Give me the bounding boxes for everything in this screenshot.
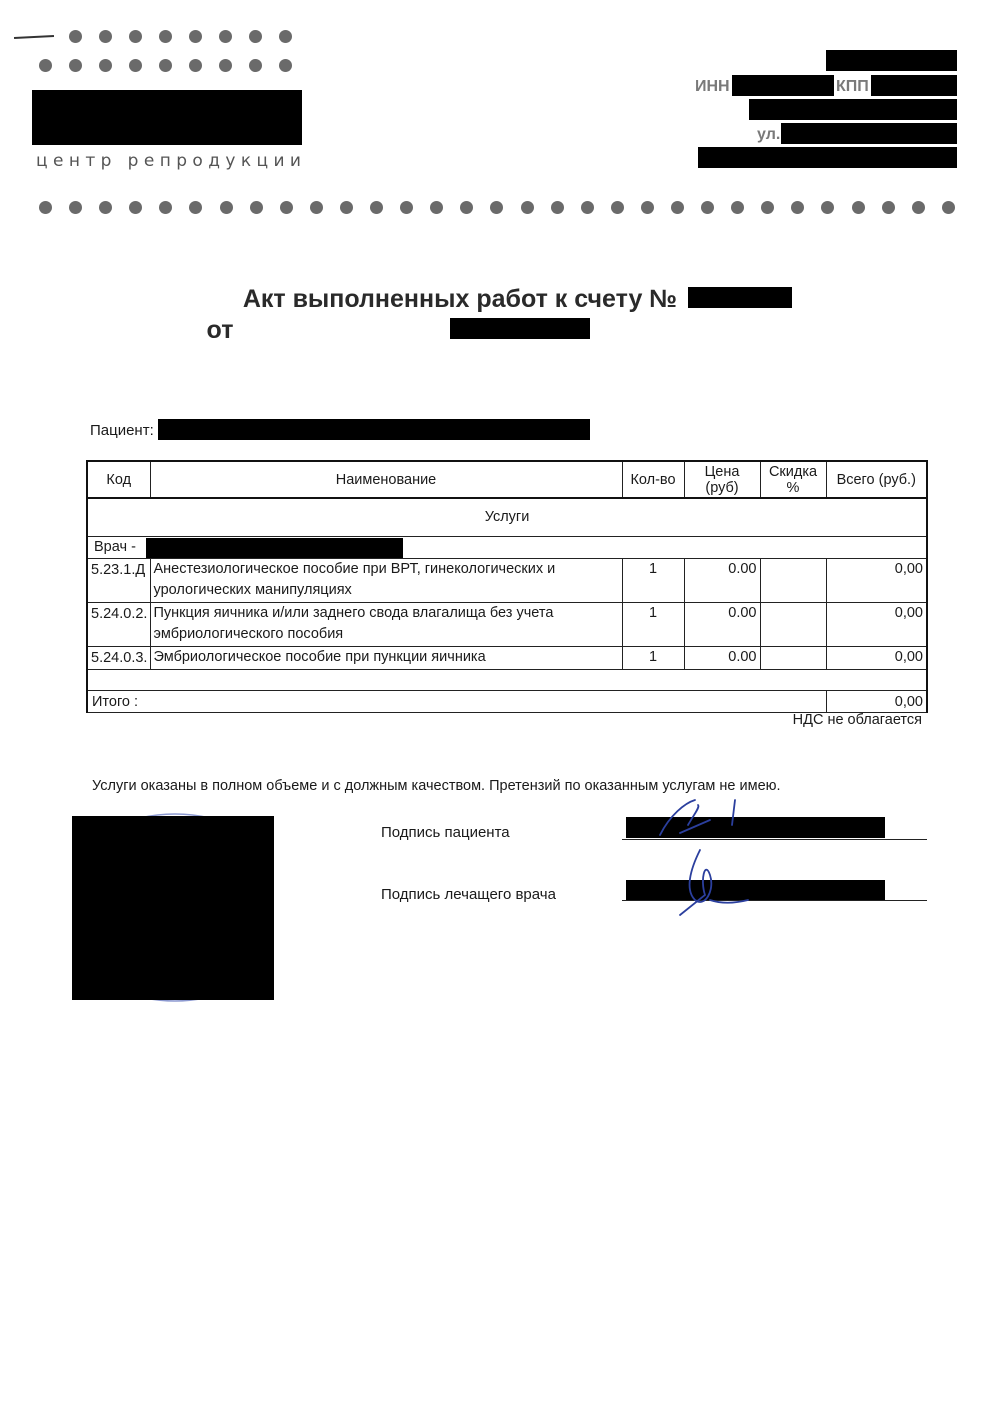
street-label: ул. (757, 126, 781, 143)
total-label: Итого : (87, 691, 826, 713)
doctor-signature-line (622, 900, 927, 901)
item-total: 0,00 (826, 602, 927, 646)
item-total: 0,00 (826, 646, 927, 670)
item-qty: 1 (622, 558, 684, 602)
redacted-address-line-1 (749, 99, 957, 120)
document-title: Акт выполненных работ к счету № (242, 285, 678, 313)
total-value: 0,00 (826, 691, 927, 713)
item-price: 0.00 (684, 558, 760, 602)
table-row (87, 602, 927, 646)
redacted-patient-name (158, 419, 590, 440)
redacted-invoice-number (688, 287, 792, 308)
divider-dots-row (39, 201, 955, 214)
logo-tagline: центр репродукции (36, 151, 307, 171)
inn-label: ИНН (695, 78, 730, 95)
column-header-price: Цена (руб) (684, 461, 760, 498)
logo-dots-row-1 (39, 30, 292, 43)
item-discount (760, 646, 826, 670)
item-total: 0,00 (826, 558, 927, 602)
patient-label: Пациент: (90, 422, 154, 439)
item-price: 0.00 (684, 602, 760, 646)
redacted-address-line-3 (698, 147, 957, 168)
patient-signature-icon (640, 795, 760, 840)
redacted-invoice-date (450, 318, 590, 339)
item-discount (760, 558, 826, 602)
redacted-kpp (871, 75, 957, 96)
item-name: Пункция яичника и/или заднего свода влагалища без учета эмбриологического пособия (150, 602, 622, 646)
redacted-inn (732, 75, 834, 96)
table-row (87, 558, 927, 602)
redacted-stamp (72, 816, 274, 1000)
item-qty: 1 (622, 602, 684, 646)
redacted-street (781, 123, 957, 144)
vat-note: НДС не облагается (792, 712, 922, 728)
table-row (87, 646, 927, 670)
item-code: 5.24.0.2. (87, 602, 150, 646)
table-header-row (87, 461, 927, 498)
services-table (86, 460, 928, 713)
item-qty: 1 (622, 646, 684, 670)
column-header-qty: Кол-во (622, 461, 684, 498)
spacer-row (87, 670, 927, 691)
redacted-doctor-name (146, 538, 403, 558)
item-name: Анестезиологическое пособие при ВРТ, гинекологических и урологических манипуляциях (150, 558, 622, 602)
item-code: 5.24.0.3. (87, 646, 150, 670)
total-row (87, 691, 927, 713)
column-header-total: Всего (руб.) (826, 461, 927, 498)
column-header-code: Код (87, 461, 150, 498)
item-name: Эмбриологическое пособие при пункции яичника (150, 646, 622, 670)
logo-dots-row-2 (39, 59, 292, 72)
redacted-org-name (826, 50, 957, 71)
patient-signature-label: Подпись пациента (381, 824, 510, 841)
service-statement: Услуги оказаны в полном объеме и с должным качеством. Претензий по оказанным услугам не имею. (92, 778, 781, 794)
document-date-label: от (206, 316, 234, 344)
redacted-clinic-name (32, 90, 302, 145)
item-price: 0.00 (684, 646, 760, 670)
kpp-label: КПП (836, 78, 869, 95)
item-discount (760, 602, 826, 646)
doctor-signature-label: Подпись лечащего врача (381, 886, 556, 903)
doctor-label: Врач - (94, 539, 136, 555)
section-label: Услуги (87, 498, 927, 536)
doctor-signature-icon (670, 840, 770, 920)
column-header-name: Наименование (150, 461, 622, 498)
item-code: 5.23.1.Д (87, 558, 150, 602)
section-row (87, 498, 927, 536)
column-header-discount: Скидка % (760, 461, 826, 498)
